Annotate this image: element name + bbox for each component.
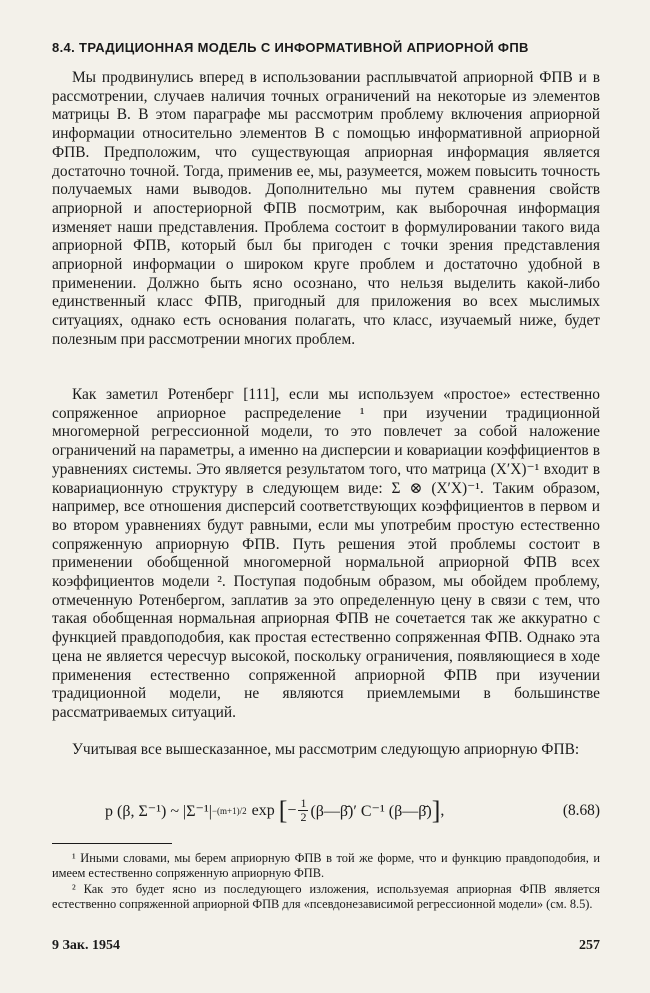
page-number: 257 bbox=[579, 938, 600, 953]
formula-minus: − bbox=[287, 801, 297, 819]
formula-rhs: (β—β̄)′ C⁻¹ (β—β̄) bbox=[310, 802, 432, 820]
footnote-rule bbox=[52, 843, 172, 844]
formula-lhs: p (β, Σ⁻¹) ~ |Σ⁻¹| bbox=[105, 802, 212, 820]
paragraph-2: Как заметил Ротенберг [111], если мы используем «простое» естественно сопряженное априорное распределение ¹ при изучении традиционной многомерной регрессионной модели, то это повлечет за собой наложение ограничений на параметры, а именно на дисперсии и ковариации коэффициентов в уравнениях системы. Это является результатом того, что матрица (X′X)⁻¹ входит в ковариационную структуру в следующем виде: Σ ⊗ (X′X)⁻¹. Таким образом, например, все отношения дисперсий соответствующих коэффициентов в первом и во втором уравнениях будут равными, если мы употребим простую естественно сопряженную априорную ФПВ. Путь решения этой проблемы состоит в применении обобщенной многомерной нормальной априорной ФПВ всех коэффициентов модели ². Поступая подобным образом, мы обойдем проблему, отмеченную Ротенбергом, заплатив за это определенную цену в связи с тем, что такая обобщенная нормальная априорная ФПВ не сочетается так же аккуратно с функцией правдоподобия, как простая естественно сопряженная ФПВ. Однако эта цена не является чересчур высокой, поскольку ограничения, появляющиеся в ходе применения естественно сопряженной априорной ФПВ при изучении традиционной модели, не являются приемлемыми в большинстве рассматриваемых ситуаций. bbox=[52, 386, 600, 721]
formula-exp: exp bbox=[251, 801, 275, 819]
footnote-1: ¹ Иными словами, мы берем априорную ФПВ в той же форме, что и функцию правдоподобия, и имеем естественно сопряженную априорную ФПВ. bbox=[52, 851, 600, 881]
page bbox=[52, 0, 600, 993]
right-bracket: ] bbox=[431, 795, 441, 825]
equation-number: (8.68) bbox=[562, 801, 600, 819]
formula-exponent: −(m+1)/2 bbox=[211, 805, 247, 816]
paragraph-1: Мы продвинулись вперед в использовании расплывчатой априорной ФПВ и в рассмотрении, случаев наличия точных ограничений на некоторые из элементов матрицы B. В этом параграфе мы рассмотрим проблему включения априорной информации относительно элементов B с помощью информативной априорной ФПВ. Предположим, что существующая априорная информация является достаточно точной. Тогда, применив ее, мы, разумеется, можем повысить точность получаемых нами выводов. Дополнительно мы путем сравнения свойств априорной и апостериорной ФПВ посмотрим, как выборочная информация изменяет наши представления. Проблема состоит в формулировании такого вида априорной ФПВ, который был бы пригоден с точки зрения представления априорной информации о широком круге проблем и достаточно удобной в применении. Должно быть ясно осознано, что нельзя выделить какой-либо единственный класс ФПВ, пригодный для приложения во всех мыслимых ситуациях, однако есть основания полагать, что класс, изучаемый ниже, будет полезным при рассмотрении многих проблем. bbox=[52, 69, 600, 348]
paragraph-3: Учитывая все вышесказанное, мы рассмотрим следующую априорную ФПВ: bbox=[72, 741, 580, 758]
page-header: 8.4. ТРАДИЦИОННАЯ МОДЕЛЬ С ИНФОРМАТИВНОЙ АПРИОРНОЙ ФПВ bbox=[52, 40, 529, 55]
footnote-2: ² Как это будет ясно из последующего изложения, используемая априорная ФПВ является естественно сопряженной априорной ФПВ для «псевдонезависимой регрессионной модели» (см. 8.5). bbox=[52, 882, 600, 912]
fraction-denominator: 2 bbox=[300, 810, 307, 824]
printer-signature: 9 Зак. 1954 bbox=[52, 938, 120, 953]
equation-8-68: p (β, Σ⁻¹) ~ |Σ⁻¹| −(m+1)/2 exp [ − $\frac{1}{2}$ (β—β̄)′ C⁻¹ (β—β̄) ] , (8.68) bbox=[105, 795, 600, 825]
fraction-numerator: 1 bbox=[300, 796, 307, 810]
formula-fraction bbox=[298, 797, 308, 824]
left-bracket: [ bbox=[278, 795, 288, 825]
